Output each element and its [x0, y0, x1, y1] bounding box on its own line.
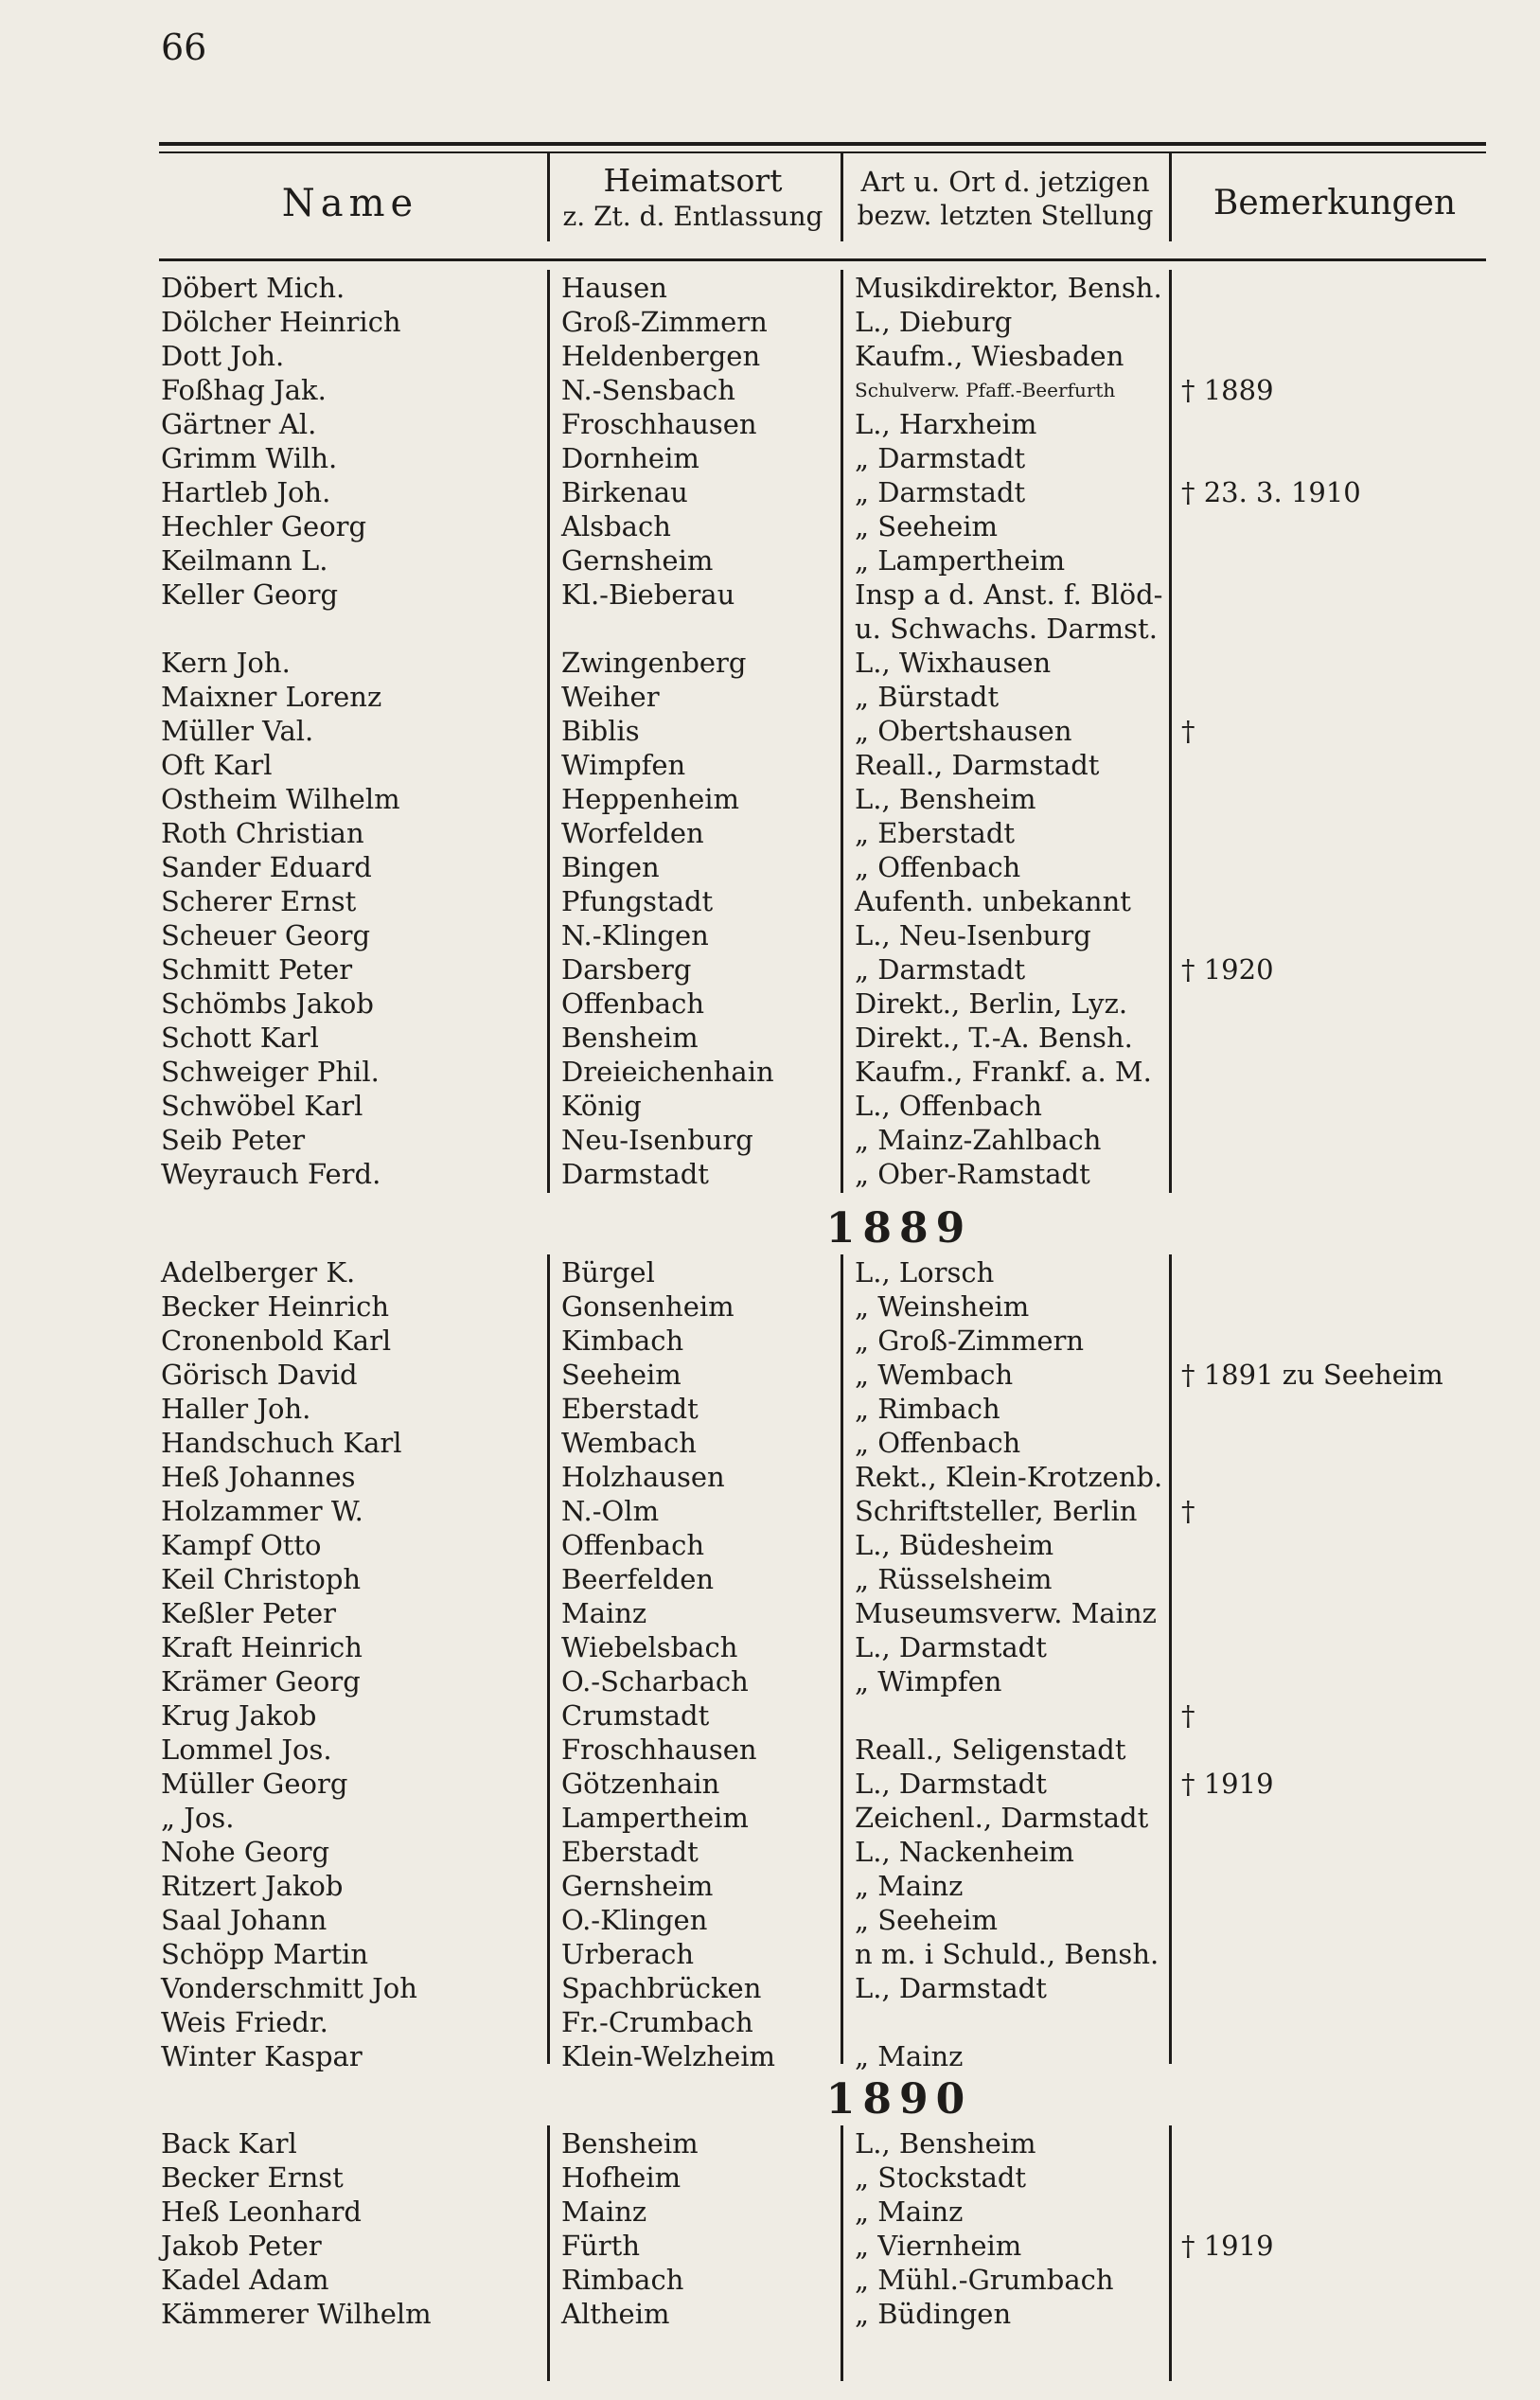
hometown: Wimpfen — [561, 749, 686, 781]
hometown: Eberstadt — [561, 1393, 699, 1425]
person-name: Nohe Georg — [161, 1836, 330, 1868]
position: L., Darmstadt — [855, 1768, 1047, 1800]
table-row — [0, 1460, 1540, 1494]
person-name: Schott Karl — [161, 1022, 319, 1054]
table-row — [0, 441, 1540, 475]
table-row — [0, 1698, 1540, 1733]
table-row — [0, 1937, 1540, 1971]
hometown: Holzhausen — [561, 1461, 725, 1493]
remark: † — [1181, 1495, 1195, 1527]
table-row — [0, 1903, 1540, 1937]
column-header-home — [551, 161, 835, 233]
hometown: Lampertheim — [561, 1802, 749, 1834]
position: „ Weinsheim — [855, 1290, 1030, 1323]
person-name: Grimm Wilh. — [161, 442, 338, 474]
hometown: Gonsenheim — [561, 1290, 735, 1323]
position: „ Groß-Zimmern — [855, 1324, 1085, 1357]
position: „ Seeheim — [855, 1904, 999, 1936]
hometown: O.-Scharbach — [561, 1665, 749, 1698]
column-header-home-line2: z. Zt. d. Entlassung — [562, 201, 823, 233]
person-name: Dölcher Heinrich — [161, 306, 401, 338]
person-name: Keßler Peter — [161, 1597, 336, 1629]
position: „ Mainz — [855, 2040, 964, 2072]
position: L., Bensheim — [855, 783, 1036, 815]
position: L., Neu-Isenburg — [855, 919, 1091, 951]
table-row — [0, 1494, 1540, 1528]
person-name: Heß Johannes — [161, 1461, 356, 1493]
person-name: Weis Friedr. — [161, 2006, 328, 2038]
hometown: Kimbach — [561, 1324, 684, 1357]
table-row — [0, 1630, 1540, 1664]
position: „ Wembach — [855, 1359, 1014, 1391]
person-name: Ritzert Jakob — [161, 1870, 344, 1902]
table-row — [0, 271, 1540, 305]
column-divider — [841, 153, 843, 241]
table-row — [0, 1255, 1540, 1289]
position: „ Mainz-Zahlbach — [855, 1124, 1102, 1156]
table-row — [0, 509, 1540, 543]
column-header-notes: Bemerkungen — [1213, 184, 1457, 222]
position: „ Eberstadt — [855, 817, 1016, 849]
table-row — [0, 850, 1540, 884]
table-row — [0, 373, 1540, 407]
person-name: Scheuer Georg — [161, 919, 371, 951]
position: n m. i Schuld., Bensh. — [855, 1938, 1159, 1970]
hometown: Alsbach — [561, 510, 671, 542]
hometown: Mainz — [561, 1597, 647, 1629]
person-name: Dott Joh. — [161, 340, 285, 372]
table-row — [0, 612, 1540, 646]
table-row — [0, 714, 1540, 748]
position: „ Wimpfen — [855, 1665, 1002, 1698]
person-name: Görisch David — [161, 1359, 358, 1391]
hometown: Eberstadt — [561, 1836, 699, 1868]
position: Direkt., Berlin, Lyz. — [855, 987, 1128, 1020]
hometown: Klein-Welzheim — [561, 2040, 776, 2072]
person-name: Kämmerer Wilhelm — [161, 2298, 432, 2330]
hometown: Neu-Isenburg — [561, 1124, 753, 1156]
person-name: Keil Christoph — [161, 1563, 362, 1595]
position: Musikdirektor, Bensh. — [855, 272, 1162, 304]
remark: † — [1181, 715, 1195, 747]
person-name: Hartleb Joh. — [161, 476, 331, 508]
header-top-rule — [159, 142, 1486, 146]
remark: † 1919 — [1181, 2230, 1274, 2262]
position: Insp a d. Anst. f. Blöd- — [855, 578, 1163, 611]
person-name: „ Jos. — [161, 1802, 235, 1834]
table-row — [0, 2005, 1540, 2039]
position: L., Bensheim — [855, 2127, 1036, 2160]
position: L., Darmstadt — [855, 1631, 1047, 1663]
hometown: Darsberg — [561, 953, 692, 986]
person-name: Maixner Lorenz — [161, 681, 382, 713]
position: Kaufm., Wiesbaden — [855, 340, 1124, 372]
table-row — [0, 1971, 1540, 2005]
person-name: Döbert Mich. — [161, 272, 345, 304]
position: „ Lampertheim — [855, 544, 1066, 577]
person-name: Schwöbel Karl — [161, 1090, 363, 1122]
hometown: Froschhausen — [561, 1733, 757, 1766]
hometown: Bürgel — [561, 1256, 655, 1289]
table-row — [0, 646, 1540, 680]
year-heading: 1890 — [825, 2075, 973, 2124]
table-row — [0, 1123, 1540, 1157]
table-row — [0, 1733, 1540, 1767]
person-name: Kern Joh. — [161, 647, 291, 679]
position: „ Mainz — [855, 1870, 964, 1902]
column-divider — [547, 153, 550, 241]
position: L., Wixhausen — [855, 647, 1052, 679]
position: Reall., Seligenstadt — [855, 1733, 1126, 1766]
position: „ Ober-Ramstadt — [855, 1158, 1090, 1190]
position: „ Darmstadt — [855, 476, 1026, 508]
position: L., Lorsch — [855, 1256, 995, 1289]
header-bottom-rule — [159, 258, 1486, 261]
column-divider — [1169, 153, 1172, 241]
person-name: Holzammer W. — [161, 1495, 363, 1527]
hometown: N.-Klingen — [561, 919, 709, 951]
person-name: Gärtner Al. — [161, 408, 317, 440]
table-row — [0, 578, 1540, 612]
person-name: Schmitt Peter — [161, 953, 353, 986]
hometown: Bingen — [561, 851, 660, 883]
hometown: Urberach — [561, 1938, 695, 1970]
hometown: Groß-Zimmern — [561, 306, 768, 338]
remark: † 1891 zu Seeheim — [1181, 1359, 1443, 1391]
hometown: Offenbach — [561, 987, 704, 1020]
table-row — [0, 2297, 1540, 2331]
table-row — [0, 1021, 1540, 1055]
person-name: Scherer Ernst — [161, 885, 357, 917]
position: „ Offenbach — [855, 1427, 1021, 1459]
table-row — [0, 1664, 1540, 1698]
table-row — [0, 782, 1540, 816]
table-row — [0, 1289, 1540, 1324]
table-row — [0, 1528, 1540, 1562]
table-row — [0, 1392, 1540, 1426]
table-row — [0, 1801, 1540, 1835]
hometown: Crumstadt — [561, 1699, 710, 1732]
person-name: Keilmann L. — [161, 544, 328, 577]
hometown: Hofheim — [561, 2161, 681, 2194]
column-header-name: Name — [281, 182, 419, 225]
table-row — [0, 1562, 1540, 1596]
hometown: Heppenheim — [561, 783, 740, 815]
person-name: Lommel Jos. — [161, 1733, 332, 1766]
page-number: 66 — [161, 27, 207, 68]
table-row — [0, 1358, 1540, 1392]
hometown: Weiher — [561, 681, 660, 713]
person-name: Heß Leonhard — [161, 2196, 362, 2228]
position: L., Darmstadt — [855, 1972, 1047, 2004]
hometown: Froschhausen — [561, 408, 757, 440]
position: „ Rimbach — [855, 1393, 1000, 1425]
hometown: Heldenbergen — [561, 340, 761, 372]
person-name: Kraft Heinrich — [161, 1631, 363, 1663]
column-header-position-line2: bezw. letzten Stellung — [857, 200, 1154, 232]
person-name: Back Karl — [161, 2127, 297, 2160]
position: „ Obertshausen — [855, 715, 1072, 747]
person-name: Müller Val. — [161, 715, 314, 747]
column-header-position — [844, 165, 1166, 232]
table-row — [0, 1426, 1540, 1460]
hometown: Altheim — [561, 2298, 670, 2330]
position: u. Schwachs. Darmst. — [855, 613, 1158, 645]
table-row — [0, 2126, 1540, 2160]
person-name: Becker Heinrich — [161, 1290, 389, 1323]
table-row — [0, 2263, 1540, 2297]
table-row — [0, 543, 1540, 578]
remark: † 1920 — [1181, 953, 1274, 986]
table-row — [0, 1089, 1540, 1123]
position: „ Büdingen — [855, 2298, 1012, 2330]
position: „ Viernheim — [855, 2230, 1022, 2262]
hometown: Rimbach — [561, 2264, 684, 2296]
person-name: Cronenbold Karl — [161, 1324, 392, 1357]
position: „ Stockstadt — [855, 2161, 1027, 2194]
hometown: König — [561, 1090, 642, 1122]
hometown: Offenbach — [561, 1529, 704, 1561]
position: „ Darmstadt — [855, 442, 1026, 474]
table-row — [0, 305, 1540, 339]
hometown: Seeheim — [561, 1359, 681, 1391]
person-name: Ostheim Wilhelm — [161, 783, 400, 815]
hometown: Wiebelsbach — [561, 1631, 738, 1663]
position: „ Rüsselsheim — [855, 1563, 1053, 1595]
remark: † 23. 3. 1910 — [1181, 476, 1361, 508]
hometown: Pfungstadt — [561, 885, 714, 917]
table-row — [0, 2229, 1540, 2263]
person-name: Müller Georg — [161, 1768, 348, 1800]
position: „ Offenbach — [855, 851, 1021, 883]
hometown: Darmstadt — [561, 1158, 709, 1190]
table-row — [0, 816, 1540, 850]
person-name: Krämer Georg — [161, 1665, 361, 1698]
position: Aufenth. unbekannt — [855, 885, 1131, 917]
person-name: Handschuch Karl — [161, 1427, 402, 1459]
person-name: Keller Georg — [161, 578, 339, 611]
table-row — [0, 1055, 1540, 1089]
table-row — [0, 884, 1540, 918]
person-name: Weyrauch Ferd. — [161, 1158, 381, 1190]
position: L., Büdesheim — [855, 1529, 1054, 1561]
position: „ Seeheim — [855, 510, 999, 542]
table-row — [0, 1324, 1540, 1358]
year-heading: 1889 — [825, 1204, 973, 1253]
column-header-home-line1: Heimatsort — [603, 162, 783, 199]
hometown: Dornheim — [561, 442, 699, 474]
person-name: Winter Kaspar — [161, 2040, 363, 2072]
person-name: Hechler Georg — [161, 510, 367, 542]
position: „ Bürstadt — [855, 681, 1000, 713]
person-name: Oft Karl — [161, 749, 273, 781]
hometown: Zwingenberg — [561, 647, 747, 679]
person-name: Foßhag Jak. — [161, 374, 327, 406]
hometown: Birkenau — [561, 476, 688, 508]
position: L., Offenbach — [855, 1090, 1042, 1122]
person-name: Jakob Peter — [161, 2230, 322, 2262]
person-name: Becker Ernst — [161, 2161, 344, 2194]
person-name: Seib Peter — [161, 1124, 306, 1156]
person-name: Haller Joh. — [161, 1393, 311, 1425]
position: Schulverw. Pfaff.-Beerfurth — [855, 379, 1116, 401]
position: „ Mühl.-Grumbach — [855, 2264, 1114, 2296]
hometown: Götzenhain — [561, 1768, 720, 1800]
table-row — [0, 1869, 1540, 1903]
person-name: Schöpp Martin — [161, 1938, 369, 1970]
person-name: Saal Johann — [161, 1904, 327, 1936]
position: Direkt., T.-A. Bensh. — [855, 1022, 1133, 1054]
table-row — [0, 952, 1540, 987]
hometown: O.-Klingen — [561, 1904, 708, 1936]
position: Museumsverw. Mainz — [855, 1597, 1157, 1629]
hometown: Beerfelden — [561, 1563, 715, 1595]
position: L., Dieburg — [855, 306, 1013, 338]
hometown: Bensheim — [561, 1022, 699, 1054]
column-header-position-line1: Art u. Ort d. jetzigen — [860, 166, 1150, 198]
position: Zeichenl., Darmstadt — [855, 1802, 1149, 1834]
table-row — [0, 475, 1540, 509]
remark: † — [1181, 1699, 1195, 1732]
hometown: Spachbrücken — [561, 1972, 762, 2004]
hometown: Gernsheim — [561, 1870, 714, 1902]
hometown: Bensheim — [561, 2127, 699, 2160]
person-name: Adelberger K. — [161, 1256, 356, 1289]
person-name: Schömbs Jakob — [161, 987, 374, 1020]
person-name: Krug Jakob — [161, 1699, 317, 1732]
hometown: Hausen — [561, 272, 667, 304]
person-name: Sander Eduard — [161, 851, 372, 883]
position: Kaufm., Frankf. a. M. — [855, 1056, 1152, 1088]
position: Reall., Darmstadt — [855, 749, 1100, 781]
position: Rekt., Klein-Krotzenb. — [855, 1461, 1163, 1493]
person-name: Kampf Otto — [161, 1529, 322, 1561]
position: „ Darmstadt — [855, 953, 1026, 986]
position: L., Nackenheim — [855, 1836, 1074, 1868]
table-row — [0, 1767, 1540, 1801]
remark: † 1889 — [1181, 374, 1274, 406]
position: Schriftsteller, Berlin — [855, 1495, 1138, 1527]
table-row — [0, 2039, 1540, 2073]
hometown: Gernsheim — [561, 544, 714, 577]
table-row — [0, 987, 1540, 1021]
table-row — [0, 1835, 1540, 1869]
table-row — [0, 918, 1540, 952]
table-row — [0, 1157, 1540, 1191]
table-row — [0, 407, 1540, 441]
table-row — [0, 748, 1540, 782]
hometown: Biblis — [561, 715, 640, 747]
header-top-rule-thin — [159, 151, 1486, 153]
position: L., Harxheim — [855, 408, 1037, 440]
person-name: Schweiger Phil. — [161, 1056, 380, 1088]
hometown: Mainz — [561, 2196, 647, 2228]
table-row — [0, 2160, 1540, 2195]
table-row — [0, 339, 1540, 373]
person-name: Roth Christian — [161, 817, 364, 849]
position: „ Mainz — [855, 2196, 964, 2228]
hometown: Kl.-Bieberau — [561, 578, 735, 611]
person-name: Kadel Adam — [161, 2264, 329, 2296]
hometown: Worfelden — [561, 817, 704, 849]
hometown: Fr.-Crumbach — [561, 2006, 753, 2038]
table-row — [0, 1596, 1540, 1630]
hometown: N.-Sensbach — [561, 374, 735, 406]
hometown: Wembach — [561, 1427, 697, 1459]
hometown: Dreieichenhain — [561, 1056, 774, 1088]
hometown: Fürth — [561, 2230, 640, 2262]
table-row — [0, 2195, 1540, 2229]
person-name: Vonderschmitt Joh — [161, 1972, 417, 2004]
hometown: N.-Olm — [561, 1495, 660, 1527]
table-row — [0, 680, 1540, 714]
remark: † 1919 — [1181, 1768, 1274, 1800]
